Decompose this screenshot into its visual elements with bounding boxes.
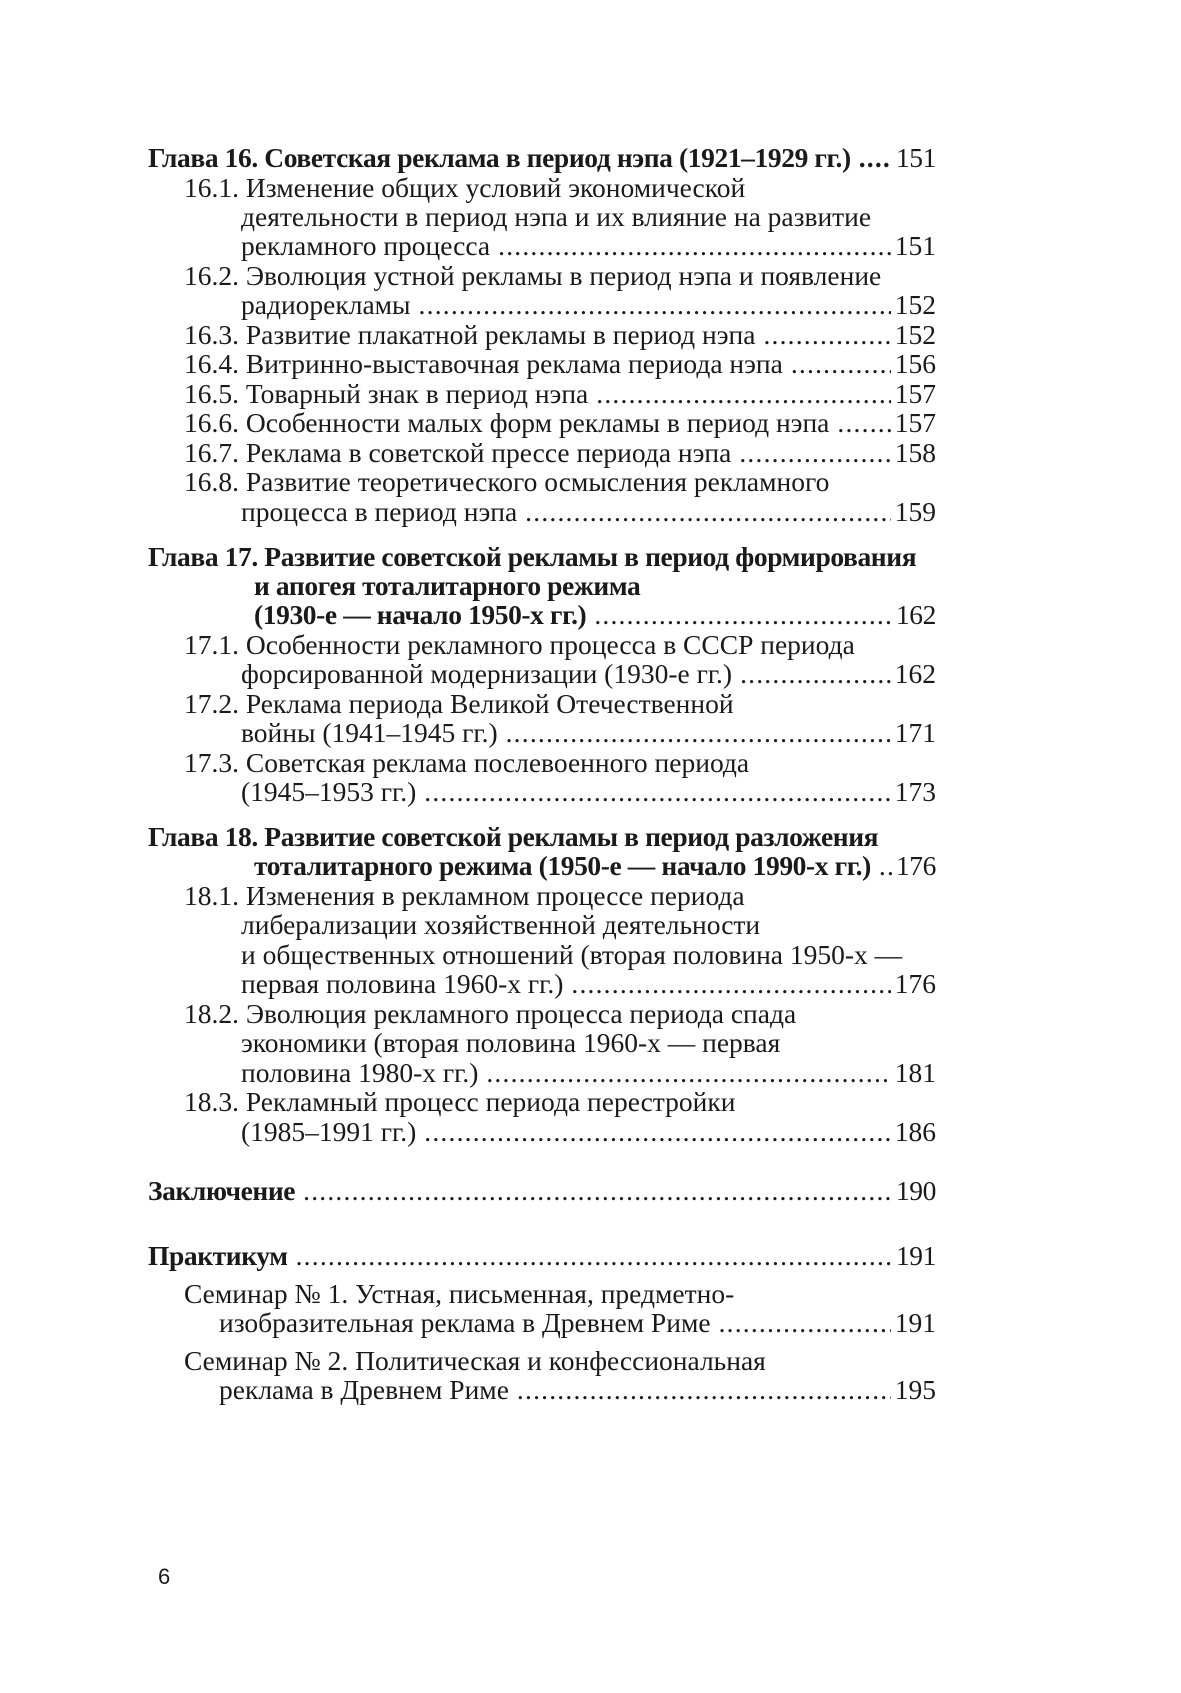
leader-dots — [506, 717, 891, 749]
section-17-3-entry — [241, 776, 936, 808]
section-title: (1945–1953 гг.) — [241, 776, 417, 807]
section-18-3-entry — [241, 1116, 936, 1148]
section-16-7-entry — [184, 437, 936, 469]
leader-dots — [594, 599, 892, 631]
section-16-5-entry — [184, 378, 936, 410]
section-16-6-entry — [184, 407, 936, 439]
page-ref: 190 — [895, 1175, 936, 1206]
page-ref: 191 — [895, 1240, 936, 1271]
section-16-4-entry — [184, 348, 936, 380]
section-title: 16.3. Развитие плакатной рекламы в период нэпа — [184, 319, 756, 350]
leader-dots — [740, 658, 891, 690]
section-title: первая половина 1960-х гг.) — [241, 968, 564, 999]
section-title: 16.4. Витринно-выставочная реклама периода нэпа — [184, 348, 783, 379]
seminar-2-entry — [219, 1374, 936, 1406]
section-16-2-line-1: 16.2. Эволюция устной рекламы в период нэпа и появление — [184, 260, 882, 291]
leader-dots — [525, 496, 891, 528]
section-title: 16.5. Товарный знак в период нэпа — [184, 378, 589, 409]
conclusion-entry — [148, 1175, 936, 1207]
section-title: 16.7. Реклама в советской прессе периода нэпа — [184, 437, 732, 468]
seminar-1-line-1: Семинар № 1. Устная, письменная, предметно- — [184, 1278, 735, 1309]
section-18-1-line-2: либерализации хозяйственной деятельности — [241, 909, 761, 940]
page-ref: 191 — [894, 1307, 936, 1338]
chapter-17-entry — [254, 599, 936, 631]
leader-dots — [739, 437, 890, 469]
leader-dots — [763, 319, 890, 351]
page-ref: 173 — [894, 776, 936, 807]
page-ref: 157 — [894, 378, 936, 409]
section-18-1-line-1: 18.1. Изменения в рекламном процессе периода — [184, 880, 745, 911]
page-ref: 162 — [894, 658, 936, 689]
section-title: половина 1980-х гг.) — [241, 1057, 479, 1088]
section-18-3-line-1: 18.3. Рекламный процесс периода перестройки — [184, 1086, 736, 1117]
seminar-title: изобразительная реклама в Древнем Риме — [219, 1307, 711, 1338]
leader-dots — [419, 289, 891, 321]
section-16-1-line-1: 16.1. Изменение общих условий экономической — [184, 172, 746, 203]
section-title: 16.6. Особенности малых форм рекламы в период нэпа — [184, 407, 830, 438]
section-17-2-entry — [241, 717, 936, 749]
practicum-title: Практикум — [148, 1240, 288, 1271]
leader-dots — [303, 1175, 892, 1207]
page-ref: 158 — [894, 437, 936, 468]
section-16-2-entry — [241, 289, 936, 321]
leader-dots — [879, 850, 892, 882]
chapter-title: Глава 16. Советская реклама в период нэпа (1921–1929 гг.) — [148, 142, 851, 173]
page-ref: 157 — [894, 407, 936, 438]
page-ref: 176 — [894, 968, 936, 999]
section-18-2-line-2: экономики (вторая половина 1960-х — первая — [241, 1027, 781, 1058]
section-17-1-line-1: 17.1. Особенности рекламного процесса в СССР периода — [184, 629, 855, 660]
page-ref: 152 — [894, 289, 936, 320]
practicum-entry — [148, 1240, 936, 1272]
section-16-1-line-2: деятельности в период нэпа и их влияние на развитие — [241, 201, 872, 232]
leader-dots — [596, 378, 890, 410]
section-title: форсированной модернизации (1930-е гг.) — [241, 658, 733, 689]
chapter-17-line-2: и апогея тоталитарного режима — [254, 570, 641, 601]
page-ref: 156 — [894, 348, 936, 379]
chapter-18-line-1: Глава 18. Развитие советской рекламы в период разложения — [148, 821, 879, 852]
page-ref: 152 — [894, 319, 936, 350]
seminar-1-entry — [219, 1307, 936, 1339]
section-title: рекламного процесса — [241, 230, 491, 261]
leader-dots — [486, 1057, 890, 1089]
section-title: (1985–1991 гг.) — [241, 1116, 417, 1147]
section-16-3-entry — [184, 319, 936, 351]
section-18-1-entry — [241, 968, 936, 1000]
leader-dots — [571, 968, 890, 1000]
leader-dots — [498, 230, 891, 262]
page-ref: 195 — [894, 1374, 936, 1405]
section-17-2-line-1: 17.2. Реклама периода Великой Отечественной — [184, 688, 734, 719]
leader-dots — [296, 1240, 892, 1272]
section-18-2-line-1: 18.2. Эволюция рекламного процесса периода спада — [184, 998, 797, 1029]
chapter-17-line-1: Глава 17. Развитие советской рекламы в период формирования — [148, 541, 917, 572]
section-18-2-entry — [241, 1057, 936, 1089]
page-ref: 186 — [894, 1116, 936, 1147]
chapter-title: (1930-е — начало 1950-х гг.) — [254, 599, 587, 630]
leader-dots — [791, 348, 891, 380]
page-number: 6 — [158, 1564, 171, 1589]
leader-dots — [517, 1374, 891, 1406]
page-ref: 162 — [895, 599, 936, 630]
page-ref: 181 — [894, 1057, 936, 1088]
chapter-18-entry — [254, 850, 936, 882]
page-ref: 159 — [894, 496, 936, 527]
section-title: радиорекламы — [241, 289, 411, 320]
seminar-2-line-1: Семинар № 2. Политическая и конфессиональная — [184, 1345, 766, 1376]
leader-dots — [424, 776, 890, 808]
page-ref: 151 — [895, 142, 936, 173]
section-16-8-entry — [241, 496, 936, 528]
section-16-8-line-1: 16.8. Развитие теоретического осмысления рекламного — [184, 466, 830, 497]
section-18-1-line-3: и общественных отношений (вторая половина 1950-х — — [241, 939, 903, 970]
chapter-title: тоталитарного режима (1950-е — начало 1990-х гг.) — [254, 850, 871, 881]
page-ref: 151 — [894, 230, 936, 261]
section-16-1-entry — [241, 230, 936, 262]
section-title: процесса в период нэпа — [241, 496, 518, 527]
conclusion-title: Заключение — [148, 1175, 296, 1206]
page-ref: 176 — [895, 850, 936, 881]
page-ref: 171 — [894, 717, 936, 748]
leader-dots — [424, 1116, 890, 1148]
chapter-16-entry — [148, 142, 936, 174]
section-17-1-entry — [241, 658, 936, 690]
leader-dots — [859, 142, 892, 174]
section-title: войны (1941–1945 гг.) — [241, 717, 498, 748]
leader-dots — [719, 1307, 891, 1339]
leader-dots — [837, 407, 890, 439]
section-17-3-line-1: 17.3. Советская реклама послевоенного периода — [184, 747, 750, 778]
seminar-title: реклама в Древнем Риме — [219, 1374, 509, 1405]
